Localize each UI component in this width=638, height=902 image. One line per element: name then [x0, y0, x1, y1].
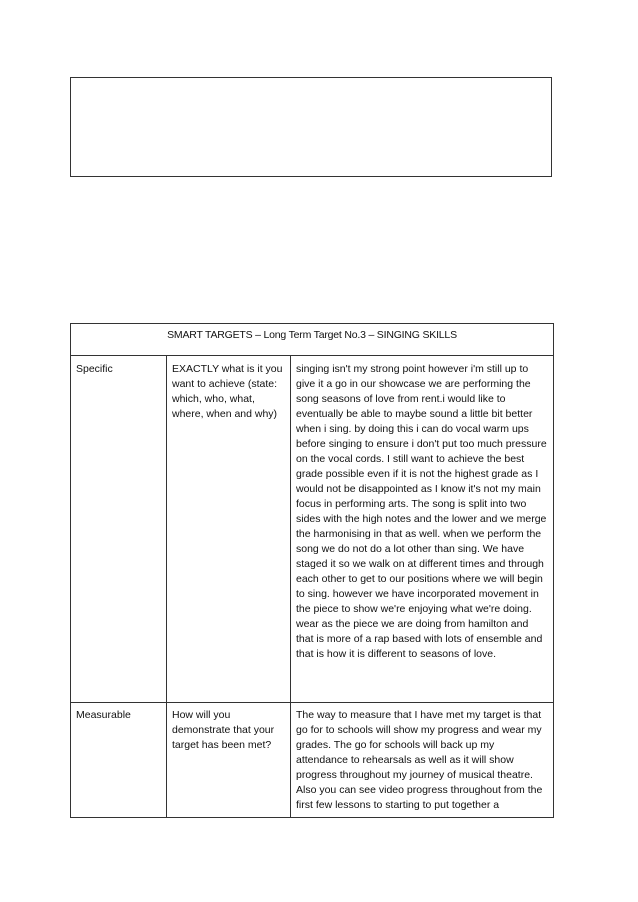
smart-targets-table [70, 323, 554, 818]
empty-text-box [70, 77, 552, 177]
row-label-measurable: Measurable [71, 703, 167, 818]
row-question-specific: EXACTLY what is it you want to achieve (state: which, who, what, where, when and why) [167, 356, 291, 703]
table-title: SMART TARGETS – Long Term Target No.3 – SINGING SKILLS [71, 324, 554, 356]
table-row [71, 703, 554, 818]
row-label-specific: Specific [71, 356, 167, 703]
table-header-row [71, 324, 554, 356]
row-answer-specific: singing isn't my strong point however i'm still up to give it a go in our showcase we are performing the song seasons of love from rent.i would like to eventually be able to maybe sound a little bit better when i sing. by doing this i can do vocal warm ups before singing to ensure i don't put too much pressure on the vocal cords. I still want to achieve the best grade possible even if it is not the highest grade as I would not be disappointed as I know it's not my main focus in performing arts. The song is split into two sides with the high notes and the lower and we merge the harmonising in that as well. when we perform the song we do not do a lot other than sing. We have staged it so we walk on at different times and through each other to get to our positions where we will begin to sing. however we have incorporated movement in the piece to show we're enjoying what we're doing. wear as the piece we are doing from hamilton and that is more of a rap based with lots of ensemble and that is how it is different to seasons of love. [291, 356, 554, 703]
table-row [71, 356, 554, 703]
row-answer-measurable: The way to measure that I have met my target is that go for to schools will show my progress and wear my grades. The go for schools will back up my attendance to rehearsals as well as it will show progress throughout my journey of musical theatre. Also you can see video progress throughout from the first few lessons to starting to put together a [291, 703, 554, 818]
row-question-measurable: How will you demonstrate that your target has been met? [167, 703, 291, 818]
